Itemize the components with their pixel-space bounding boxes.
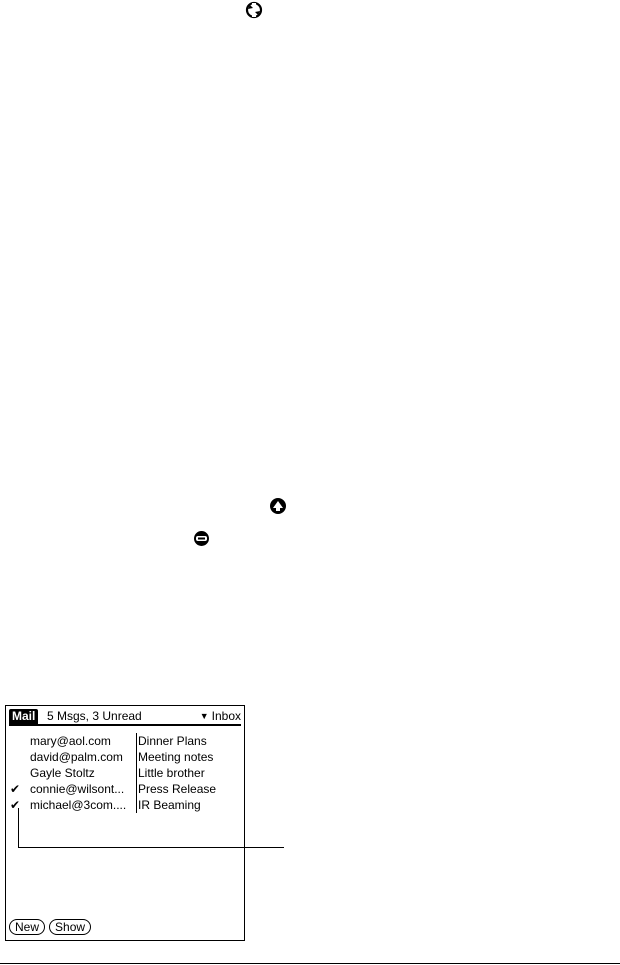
folder-selector[interactable] (200, 709, 241, 724)
message-subject: Press Release (138, 782, 217, 796)
message-subject: Meeting notes (138, 750, 214, 764)
message-subject: Dinner Plans (138, 734, 207, 748)
message-row[interactable] (9, 781, 241, 797)
button-bar (9, 919, 91, 935)
show-button[interactable]: Show (49, 919, 91, 935)
app-title[interactable]: Mail (9, 709, 38, 724)
message-from: connie@wilsont... (30, 782, 125, 796)
footer-rule (0, 963, 620, 964)
dropdown-arrow-icon: ▼ (199, 711, 209, 721)
folder-label: Inbox (211, 709, 241, 723)
message-row[interactable] (9, 765, 241, 781)
message-from: michael@3com.... (30, 798, 127, 812)
message-from: david@palm.com (30, 750, 123, 764)
message-subject: Little brother (138, 766, 205, 780)
message-summary: 5 Msgs, 3 Unread (47, 709, 142, 723)
scroll-down-icon (193, 530, 210, 547)
title-bar (9, 709, 241, 726)
check-icon: ✔ (10, 782, 21, 796)
message-from: mary@aol.com (30, 734, 111, 748)
sync-icon (244, 0, 264, 20)
message-row[interactable] (9, 749, 241, 765)
message-from: Gayle Stoltz (30, 766, 95, 780)
message-row[interactable] (9, 733, 241, 749)
new-button[interactable]: New (9, 919, 45, 935)
message-list (9, 733, 241, 813)
callout-line (18, 808, 284, 848)
message-subject: IR Beaming (138, 798, 201, 812)
check-icon: ✔ (10, 798, 21, 812)
scroll-up-icon (269, 497, 287, 515)
